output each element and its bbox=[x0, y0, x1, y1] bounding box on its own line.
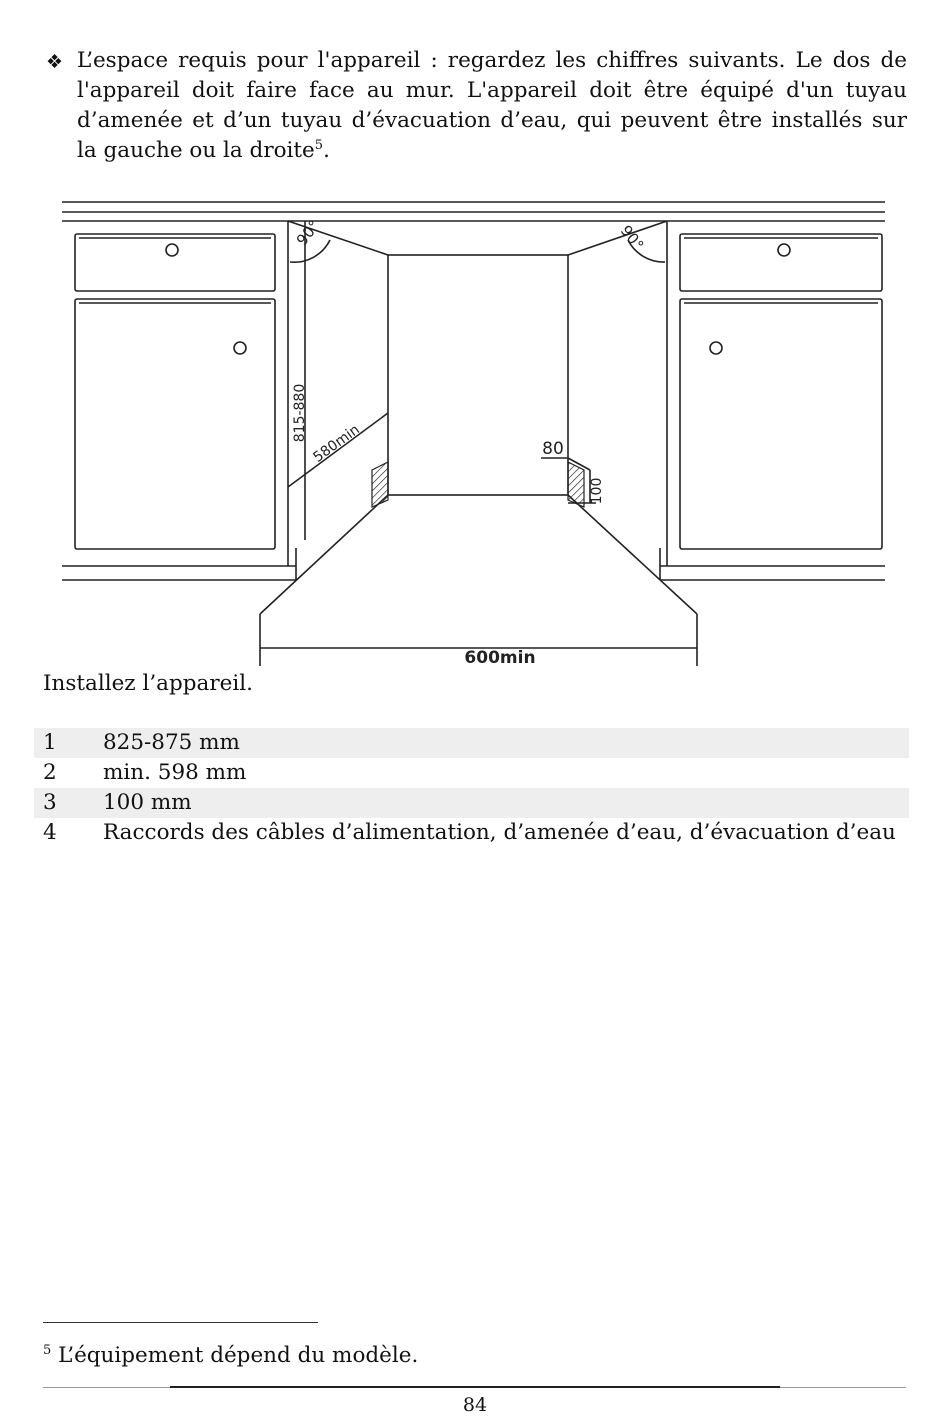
left-door bbox=[75, 299, 275, 549]
left-drawer-knob bbox=[166, 244, 178, 256]
install-caption: Installez l’appareil. bbox=[43, 671, 253, 696]
spec-text: 825-875 mm bbox=[103, 728, 909, 758]
spec-text: min. 598 mm bbox=[103, 760, 247, 785]
page-number: 84 bbox=[462, 1394, 488, 1416]
left-drawer bbox=[75, 234, 275, 291]
intro-text: L’espace requis pour l'appareil : regardez les chiffres suivants. Le dos de l'appareil doit faire face au mur. L'appareil doit être équipé d'un tuyau d’amenée et d’un tuyau d’évacuation d’eau, qui peuvent être installés sur la gauche ou la droite bbox=[77, 48, 907, 163]
angle-label-right: 90° bbox=[616, 221, 648, 254]
spec-text: Raccords des câbles d’alimentation, d’amenée d’eau, d’évacuation d’eau bbox=[103, 820, 896, 845]
footnote-separator bbox=[43, 1322, 318, 1323]
intro-paragraph bbox=[42, 46, 907, 166]
table-row bbox=[34, 818, 909, 848]
spec-number: 4 bbox=[43, 820, 57, 845]
footnote-reference: 5 bbox=[314, 137, 324, 153]
side-gap-label: 80 bbox=[542, 439, 564, 459]
service-connection-right bbox=[568, 462, 584, 507]
table-row bbox=[34, 788, 909, 818]
table-row bbox=[34, 758, 909, 788]
right-drawer-knob bbox=[778, 244, 790, 256]
right-cabinet bbox=[660, 221, 885, 580]
recess-back-wall bbox=[388, 255, 568, 495]
diagram-lines bbox=[62, 202, 885, 666]
spec-number: 2 bbox=[43, 760, 57, 785]
spec-number: 1 bbox=[34, 728, 103, 758]
table-row bbox=[34, 728, 909, 758]
floor-edge-left bbox=[260, 495, 388, 614]
intro-end: . bbox=[323, 138, 330, 163]
depth-min-label: 580min bbox=[310, 421, 363, 466]
intro-text-block bbox=[77, 46, 907, 166]
left-door-knob bbox=[234, 342, 246, 354]
angle-label-left: 90° bbox=[292, 216, 324, 249]
right-door bbox=[680, 299, 882, 549]
spec-text: 100 mm bbox=[103, 788, 909, 818]
spec-table bbox=[34, 728, 909, 848]
height-range-label: 815-880 bbox=[292, 383, 308, 443]
service-connection-left bbox=[372, 462, 388, 507]
footnote-number: 5 bbox=[43, 1343, 52, 1358]
floor-height-label: 100 bbox=[589, 477, 605, 505]
right-door-knob bbox=[710, 342, 722, 354]
installation-diagram bbox=[0, 185, 950, 670]
left-cabinet bbox=[62, 221, 296, 580]
floor-edge-right bbox=[568, 495, 697, 614]
footnote bbox=[43, 1336, 418, 1371]
footnote-text: L’équipement dépend du modèle. bbox=[51, 1343, 419, 1369]
right-drawer bbox=[680, 234, 882, 291]
footer-rule-accent bbox=[170, 1386, 780, 1388]
width-min-label: 600min bbox=[464, 648, 536, 668]
spec-number: 3 bbox=[34, 788, 103, 818]
diamond-bullet-icon: ❖ bbox=[46, 51, 64, 73]
